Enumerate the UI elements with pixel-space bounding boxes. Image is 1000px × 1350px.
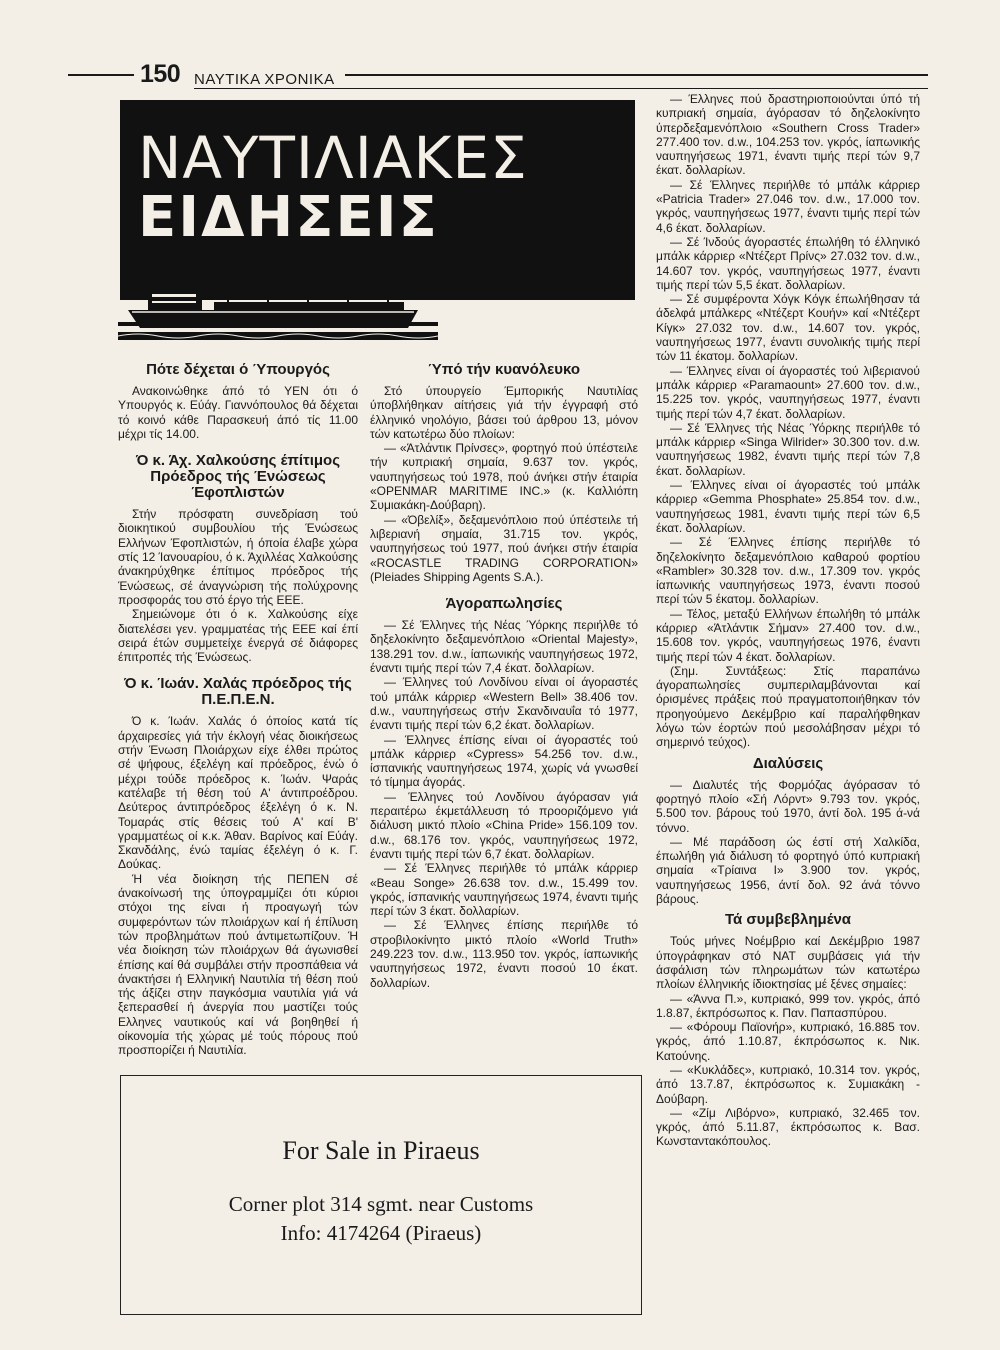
paragraph: — Έλληνες είναι οί άγοραστές τού μπάλκ κάρριερ «Gemma Phosphate» 25.854 τον. d.w., ναυπηγήσεως 1981, έναντι τιμής περί τών 6,5 έκατ. δολλαρίων. — [656, 478, 920, 535]
paragraph: — Σέ Έλληνες έπίσης περιήλθε τό δηζελοκίνητο δεξαμενόπλοιο καθαρού φορτίου «Rambler» 30.328 τον. d.w., 17.309 τον. γκρός ίαπωνικής ναυπηγήσεως 1973, έναντι ποσού περί τών 5 έκατομ. δολλαρίων. — [656, 535, 920, 607]
paragraph: — Έλληνες έπίσης είναι οί άγοραστές τού μπάλκ κάρριερ «Cypress» 54.256 τον. d.w., ίσπανικής ναυπηγήσεως 1974, χωρίς νά γνωσθεί τό τίμημα άγοράς. — [370, 732, 638, 790]
paragraph: — Σέ Έλληνες τής Νέας Ύόρκης περιήλθε τό δηξελοκίνητο δεξαμενόπλοιο «Oriental Majesty», 138.291 τον. d.w., ίαπωνικής ναυπηγήσεως 1972, έναντι τιμής περί τών 7,4 έκατ. δολλαρίων. — [370, 618, 638, 676]
page-number: 150 — [140, 60, 181, 88]
header-rule-left — [68, 74, 134, 76]
ad-line-2: Info: 4174264 (Piraeus) — [280, 1221, 482, 1245]
paragraph: Στό ύπουργείο Έμπορικής Ναυτιλίας ύποβλήθηκαν αίτήσεις γιά τήν έγγραφή στό έλληνικό νηολόγιο, βάσει τού άρθρου 13, μόνον τών κατωτέρω δύο πλοίων: — [370, 384, 638, 441]
paragraph: — Έλληνες τού Λονδίνου είναι οί άγοραστές τού μπάλκ κάρριερ «Western Bell» 38.406 τον. d.w., ναυπηγήσεως στήν Σκανδιναυΐα τό 1977, έναντι τιμής περί τών 6,2 έκατ. δολλαρίων. — [370, 675, 638, 733]
ad-line-1: Corner plot 314 sgmt. near Customs — [228, 1192, 534, 1216]
paragraph: — Έλληνες τού Λονδίνου άγόρασαν γιά περαιτέρω έκμετάλλευση τό προοριζόμενο γιά διάλυση μικτό πλοίο «China Pride» 156.109 τον. d.w., 68.176 τον. γκρός, ναυπηγήσεως 1972, έναντι τιμής περί τών 6,7 έκατ. δολλαρίων. — [370, 789, 638, 861]
paragraph: — «Κυκλάδες», κυπριακό, 10.314 τον. γκρός, άπό 13.7.87, έκπρόσωπος κ. Συμιακάκη - Δούβαρη. — [656, 1063, 920, 1106]
paragraph: — Διαλυτές τής Φορμόζας άγόρασαν τό φορτηγό πλοίο «Σή Λόρντ» 9.793 τον. γκρός, 5.500 τον. βάρους τού 1970, άντί δολ. 195 ά-νά τόννο. — [656, 777, 920, 835]
paragraph: — Σέ Έλληνες περιήλθε τό μπάλκ κάρριερ «Patricia Trader» 27.046 τον. d.w., 17.000 τον. γκρός, ναυπηγήσεως 1977, έναντι τιμής περί τών 4,6 έκατ. δολλαρίων. — [656, 177, 920, 235]
paragraph: — Μέ παράδοση ώς έστί στή Χαλκίδα, έπωλήθη γιά διάλυση τό φορτηγό ύπό κυπριακή σημαία «Τρίαινα Ι» 3.900 τον. γκρός, ναυπηγήσεως 1956, άντί δολ. 92 άνά τόννο βάρους. — [656, 834, 920, 907]
column-2 — [370, 356, 638, 990]
paragraph: Ή νέα διοίκηση τής ΠΕΠΕΝ σέ άνακοίνωσή της ύπογραμμίζει ότι κύριοι στόχοι της είναι ή προαγωγή τών συμφερόντων τών πλοιάρχων καί ή έπίλυση τών προβλημάτων πού άντιμετωπίζουν. Ή νέα διοίκηση τών πλοιάρχων θά άγωνισθεί έπίσης καί θά συμβάλει στήν προσπάθεια νά άνακτήσει ή Ελληνική Ναυτιλία τή θέση πού τής άξίζει στην παγκόσμια ναυτιλία γιά νά ξεπερασθεί ή άνεργία που μαστίζει τούς Ελληνες ναυτικούς καί νά βοηθηθεί ή οίκονομία τής χώρας μέ τούς πόρους πού προσπορίζει ή Ναυτιλία. — [118, 871, 358, 1058]
heading-flag: Ύπό τήν κυανόλευκο — [427, 361, 581, 378]
heading-chalkousis: Ό κ. Άχ. Χαλκούσης έπίτιμος Πρόεδρος τής Ένώσεως Έφοπλιστών — [135, 452, 341, 502]
heading-minister: Πότε δέχεται ό Ύπουργός — [146, 361, 330, 378]
paragraph: Ανακοινώθηκε άπό τό ΥΕΝ ότι ό Υπουργός κ. Εύάγ. Γιαννόπουλος θά δέχεται τό κοινό κάθε Παρασκευή άπό τίς 11.00 μέχρι τίς 14.00. — [118, 384, 358, 441]
paragraph: — Έλληνες πού δραστηριοποιούνται ύπό τή κυπριακή σημαία, άγόρασαν τό δηζελοκίνητο ύπερδεξαμενόπλοιο «Southern Cross Trader» 277.400 τον. d.w., 104.253 τον. γκρός, ίαπωνικής ναυπηγήσεως 1971, έναντι τιμής περί τών 9,7 έκατ. δολλαρίων. — [656, 92, 920, 178]
paragraph: Σημειώνομε ότι ό κ. Χαλκούσης είχε διατελέσει γεν. γραμματέας τής ΕΕΕ καί έπί σειρά έτών συμμετείχε ένεργά σέ διάφορες έπιτροπές τής Ένώσεως. — [118, 607, 358, 665]
ship-icon — [118, 266, 438, 346]
heading-chalas: Ό κ. Ίωάν. Χαλάς πρόεδρος τής Π.Ε.Π.Ε.Ν. — [124, 675, 352, 709]
heading-sales: Άγοραπωλησίες — [445, 595, 563, 613]
paragraph: — Τέλος, μεταξύ Ελλήνων έπωλήθη τό μπάλκ κάρριερ «Άτλάντικ Σήμαν» 27.400 τον. d.w., 15.608 τον. γκρός, ναυπηγήσεως 1976, έναντι τιμής περί τών 4 έκατ. δολλαρίων. — [656, 606, 920, 664]
paragraph: Ό κ. Ίωάν. Χαλάς ό όποίος κατά τίς άρχαιρεσίες γιά τήν έκλογή νέας διοικήσεως στήν Ένωση Πλοιάρχων είχε έλθει πρώτος σέ ψήφους, έξελέγη καί πρόεδρος, ένώ ό μέχρι τούδε πρόεδρος κ. Ίωάν. Ψαράς κατέλαβε τή θέση τού Α' άντιπροέδρου. Δεύτερος άντιπρόεδρος έξελέγη ό κ. Ν. Τομαράς στίς θέσεις τού Α' καί Β' γραμματέως οί κ.κ. Άθαν. Βαρίνος καί Εύάγ. Σκανδάλης, ένώ ταμίας έξελέγη ό κ. Γ. Δούκας. — [118, 714, 358, 872]
paragraph: — «Ζίμ Λιβόρνο», κυπριακό, 32.465 τον. γκρός, άπό 5.11.87, έκπρόσωπος κ. Βασ. Κωνσταντακόπουλος. — [656, 1105, 920, 1149]
paragraph: — «Φόρουμ Παϊονήρ», κυπριακό, 16.885 τον. γκρός, άπό 1.10.87, έκπρόσωπος κ. Νικ. Κατούνης. — [656, 1020, 920, 1063]
paragraph: — «Όβελίξ», δεξαμενόπλοιο πού ύπέστειλε τή λιβεριανή σημαία, 31.715 τον. γκρός, ναυπηγήσεως τού 1977, πού άνήκει στήν έταιρία «ROCASTLE TRADING CORPORATION» (Pleiades Shipping Agents S.A.). — [370, 512, 638, 584]
column-1 — [118, 356, 358, 1058]
header-rule-right — [345, 74, 928, 76]
paragraph: — Σέ Ίνδούς άγοραστές έπωλήθη τό έλληνικό μπάλκ κάρριερ «Ντέζερτ Πρίνς» 27.032 τον. d.w., 14.607 τον. γκρός, ναυπηγήσεως 1977, έναντι τιμής περί τών 5,5 έκατ. δολλαρίων. — [656, 234, 920, 292]
paragraph: — «Άτλάντικ Πρίνσες», φορτηγό πού ύπέστειλε τήν κυπριακή σημαία, 9.637 τον. γκρός, ναυπηγήσεως τού 1978, πού άνήκει στήν έταιρία «OPENMAR MARITIME INC.» (κ. Καλλιόπη Συμιακάκη-Δούβαρη). — [370, 441, 638, 513]
paragraph: — Σέ Έλληνες έπίσης περιήλθε τό στροβιλοκίνητο μικτό πλοίο «World Truth» 249.223 τον. d.w., 113.950 τον. γκρός, ίαπωνικής ναυπηγήσεως 1972, έναντι ποσού 10 έκατ. δολλαρίων. — [370, 918, 638, 990]
paragraph: — Σέ Έλληνες τής Νέας Ύόρκης περιήλθε τό μπάλκ κάρριερ «Singa Wilrider» 30.300 τον. d.w. ναυπηγήσεως 1982, έναντι τιμής περί τών 7,8 έκατ. δολλαρίων. — [656, 420, 920, 478]
heading-scrapping: Διαλύσεις — [752, 754, 824, 772]
column-3 — [656, 92, 920, 1149]
paragraph: Στήν πρόσφατη συνεδρίαση τού διοικητικού συμβουλίου τής Ένώσεως Ελλήνων Έφοπλιστών, ή όποία έλαβε χώρα στίς 12 Ίανουαρίου, ό κ. Άχιλλέας Χαλκούσης άνακηρύχθηκε έπίτιμος πρόεδρος τής Ένώσεως, σέ άναγνώριση τής πολύχρονης προσφοράς του στό έργο τής ΕΕΕ. — [118, 507, 358, 607]
magazine-name: ΝΑΥΤΙΚΑ ΧΡΟΝΙΚΑ — [194, 71, 335, 88]
paragraph: — «Άννα Π.», κυπριακό, 999 τον. γκρός, άπό 1.8.87, έκπρόσωπος κ. Παν. Παπασπύρου. — [656, 991, 920, 1020]
banner-title-line2: ΕΙΔΗΣΕΙΣ — [138, 185, 439, 250]
heading-contracted: Τά συμβεβλημένα — [724, 911, 852, 929]
paragraph: — Σέ συμφέροντα Χόγκ Κόγκ έπωλήθησαν τά άδελφά μπάλκερς «Ντέζερτ Κουήν» καί «Ντέζερτ Κίγκ» 27.032 τον. d.w., 14.607 τον. γκρός, ναυπηγήσεως 1977, έναντι συνολικής τιμής περί τών 11 έκατομ. δολλαρίων. — [656, 292, 920, 364]
ad-title: For Sale in Piraeus — [282, 1136, 480, 1165]
paragraph: — Έλληνες είναι οί άγοραστές τού λιβεριανού μπάλκ κάρριερ «Paramaount» 27.600 τον. d.w., 15.225 τον. γκρός, ναυπηγήσεως 1977, έναντι τιμής περί τών 4,7 έκατ. δολλαρίων. — [656, 363, 920, 421]
paragraph: (Σημ. Συντάξεως: Στίς παραπάνω άγοραπωλησίες συμπεριλαμβάνονται καί όρισμένες πράξεις πού πραγματοποιήθηκαν τόν προηγούμενο Δεκέμβριο καί παραλήφθηκαν λόγω τών έορτών πού μεσολάβησαν μέχρι τό σημερινό τεύχος). — [656, 663, 920, 750]
advertisement-box — [120, 1075, 642, 1315]
paragraph: Τούς μήνες Νοέμβριο καί Δεκέμβριο 1987 ύπογράφηκαν στό ΝΑΤ συμβάσεις γιά τήν άσφάλιση τών πληρωμάτων τών κατωτέρω πλοίων έλληνικής ίδιοκτησίας μέ ξένες σημαίες: — [656, 934, 920, 992]
banner-title-line1: ΝΑΥΤΙΛΙΑΚΕΣ — [138, 124, 528, 192]
header-rule-under — [194, 88, 928, 89]
paragraph: — Σέ Έλληνες περιήλθε τό μπάλκ κάρριερ «Beau Songe» 26.638 τον. d.w., 15.499 τον. γκρός, ίσπανικής ναυπηγήσεως 1974, έναντι τιμής περί τών 3 έκατ. δολλαρίων. — [370, 861, 638, 919]
